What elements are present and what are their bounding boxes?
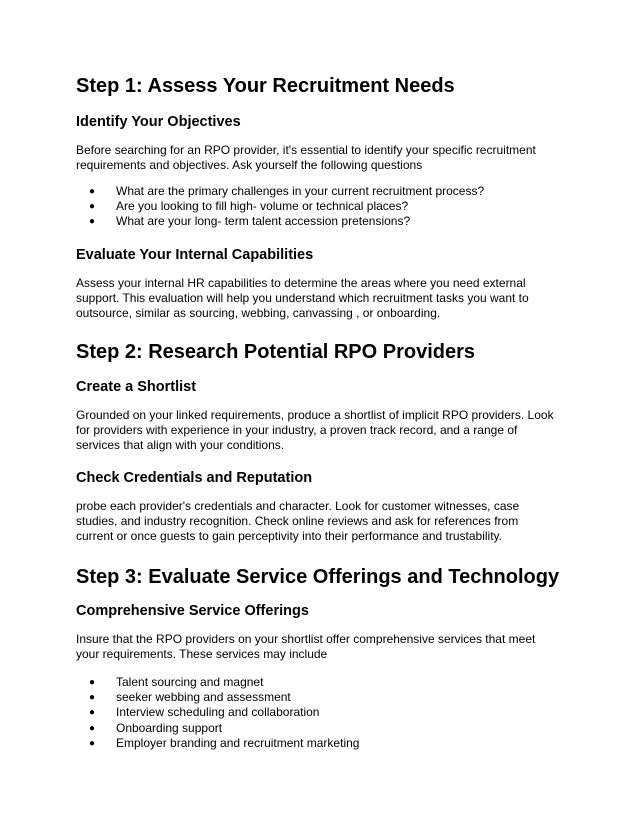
step3-services-heading: Comprehensive Service Offerings xyxy=(76,603,309,619)
bullet-icon: ● xyxy=(89,677,96,688)
step1-capabilities-heading: Evaluate Your Internal Capabilities xyxy=(76,247,314,263)
list-item: ● Interview scheduling and collaboration xyxy=(89,705,320,720)
list-item: ● Talent sourcing and magnet xyxy=(89,675,264,689)
list-item: ● What are your long- term talent accession pretensions? xyxy=(89,214,411,229)
step1-capabilities-paragraph: Assess your internal HR capabilities to determine the areas where you need external support. This evaluation will help you understand which recruitment tasks you want to outsource, similar as sourcing, webbing, canvassing , or onboarding. xyxy=(76,276,529,321)
bullet-icon: ● xyxy=(89,737,96,749)
bullet-icon: ● xyxy=(89,722,96,734)
list-item: ● seeker webbing and assessment xyxy=(89,690,291,705)
step2-credentials-heading: Check Credentials and Reputation xyxy=(76,470,313,486)
step2-shortlist-paragraph: Grounded on your linked requirements, produce a shortlist of implicit RPO providers. Look for providers with experience in your industry, a proven track record, and a range of services that align with your conditions. xyxy=(76,408,554,453)
step1-questions-list xyxy=(76,184,484,230)
step3-heading: Step 3: Evaluate Service Offerings and Technology xyxy=(76,566,560,588)
list-item: ● Employer branding and recruitment marketing xyxy=(89,735,360,750)
bullet-icon: ● xyxy=(89,201,96,213)
list-item: ● Are you looking to fill high- volume or technical places? xyxy=(89,199,409,214)
list-item: ● Onboarding support xyxy=(89,720,223,735)
bullet-icon: ● xyxy=(89,707,96,719)
list-item: ● What are the primary challenges in your current recruitment process? xyxy=(89,184,485,198)
step2-shortlist-heading: Create a Shortlist xyxy=(76,379,197,395)
step1-objectives-heading: Identify Your Objectives xyxy=(76,114,241,130)
step3-services-paragraph: Insure that the RPO providers on your shortlist offer comprehensive services that meet your requirements. These services may include xyxy=(76,632,536,662)
bullet-icon: ● xyxy=(89,692,96,704)
step1-objectives-paragraph: Before searching for an RPO provider, it's essential to identify your specific recruitment requirements and objectives. Ask yourself the following questions xyxy=(76,143,536,173)
step3-services-list xyxy=(76,675,359,751)
bullet-icon: ● xyxy=(89,186,96,197)
step2-credentials-paragraph: probe each provider's credentials and character. Look for customer witnesses, case studies, and industry recognition. Check online reviews and ask for references from current or once guests to gain perceptivity into their performance and trustability. xyxy=(76,499,520,544)
bullet-icon: ● xyxy=(89,216,96,228)
step2-heading: Step 2: Research Potential RPO Providers xyxy=(76,341,476,363)
step1-heading: Step 1: Assess Your Recruitment Needs xyxy=(76,75,455,97)
